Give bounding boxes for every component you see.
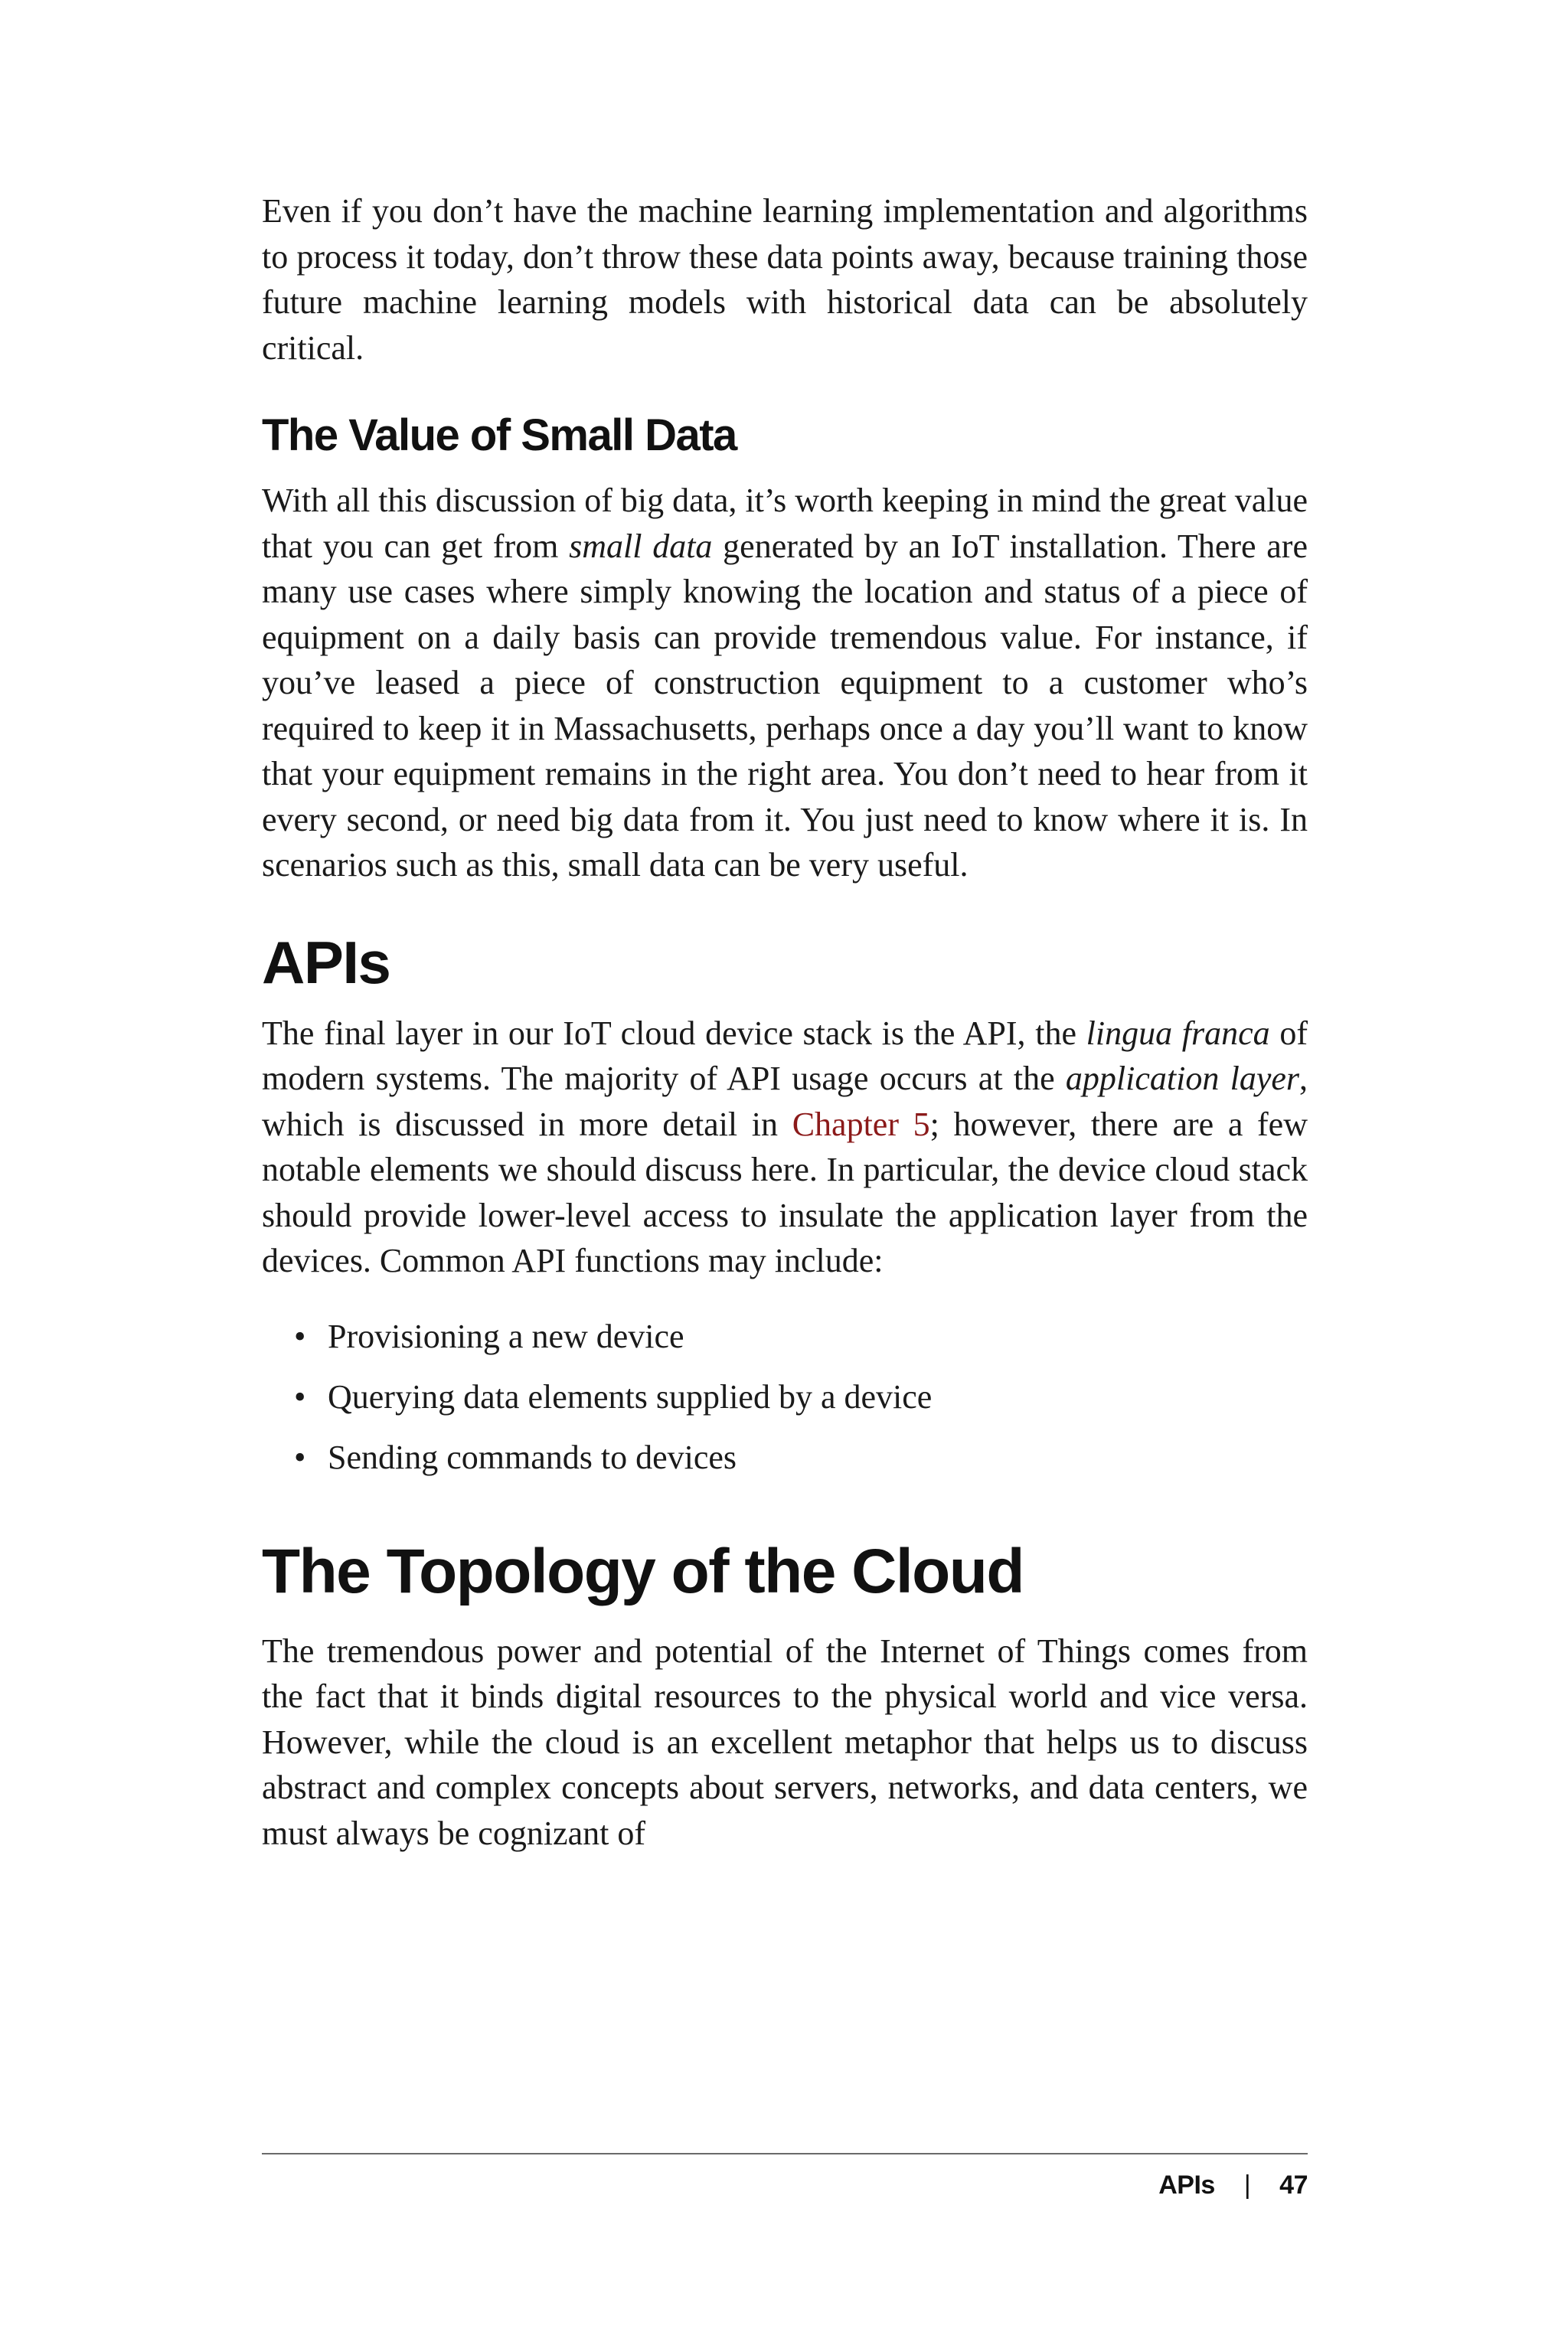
small-data-text-2: generated by an IoT installation. There are many use cases where simply knowing the location and status of a piece of equipment on a daily basis can provide tremendous value. For instance, if you’ve leased a piece of construction equipment to a customer who’s required to keep it in Massachusetts, perhaps once a day you’ll want to know that your equipment remains in the right area. You don’t need to hear from it every second, or need big data from it. You just need to know where it is. In scenarios such as this, small data can be very useful. — [262, 527, 1308, 884]
apis-emphasis-application-layer: application layer — [1065, 1060, 1300, 1097]
list-item-text: Provisioning a new device — [328, 1317, 684, 1355]
small-data-heading: The Value of Small Data — [262, 410, 737, 460]
bullet-icon: • — [294, 1317, 306, 1355]
apis-heading: APIs — [262, 928, 390, 996]
footer-divider — [262, 2153, 1308, 2154]
page-footer — [1158, 2168, 1308, 2202]
api-functions-list — [262, 1315, 1308, 1480]
apis-emphasis-lingua-franca: lingua franca — [1086, 1014, 1270, 1052]
topology-paragraph: The tremendous power and potential of the Internet of Things comes from the fact that it binds digital resources to the physical world and vice versa. However, while the cloud is an excellent metaphor that helps us to discuss abstract and complex concepts about servers, networks, and data centers, we must always be cognizant of — [262, 1632, 1308, 1852]
apis-text-1: The final layer in our IoT cloud device stack is the API, the — [262, 1014, 1086, 1052]
intro-paragraph: Even if you don’t have the machine learning implementation and algorithms to process it today, don’t throw these data points away, because training those future machine learning models with historical data can be absolutely critical. — [262, 192, 1308, 367]
bullet-icon: • — [294, 1377, 306, 1416]
list-item — [262, 1436, 1308, 1480]
topology-heading: The Topology of the Cloud — [262, 1536, 1024, 1606]
apis-text-4: ; however, there are a few notable elements we should discuss here. In particular, the device cloud stack should provide lower-level access to insulate the application layer from the devices. Common API functions may include: — [262, 1105, 1308, 1279]
apis-paragraph — [262, 1011, 1308, 1284]
list-item — [262, 1315, 1308, 1359]
footer-separator: | — [1243, 2171, 1251, 2200]
small-data-paragraph — [262, 478, 1308, 888]
page-number: 47 — [1279, 2171, 1308, 2200]
apis-text-2: of modern systems. The majority of API usage occurs at the — [262, 1014, 1308, 1097]
small-data-text-1: With all this discussion of big data, it’s worth keeping in mind the great value that you can get from — [262, 482, 1308, 565]
bullet-icon: • — [294, 1438, 306, 1476]
small-data-emphasis: small data — [569, 527, 713, 565]
chapter-5-link[interactable]: Chapter 5 — [792, 1105, 930, 1143]
page-content — [262, 188, 1308, 1856]
list-item-text: Sending commands to devices — [328, 1438, 737, 1476]
footer-section-title: APIs — [1158, 2171, 1215, 2200]
apis-text-3: , which is discussed in more detail in — [262, 1060, 1308, 1143]
list-item — [262, 1375, 1308, 1419]
list-item-text: Querying data elements supplied by a device — [328, 1377, 933, 1416]
